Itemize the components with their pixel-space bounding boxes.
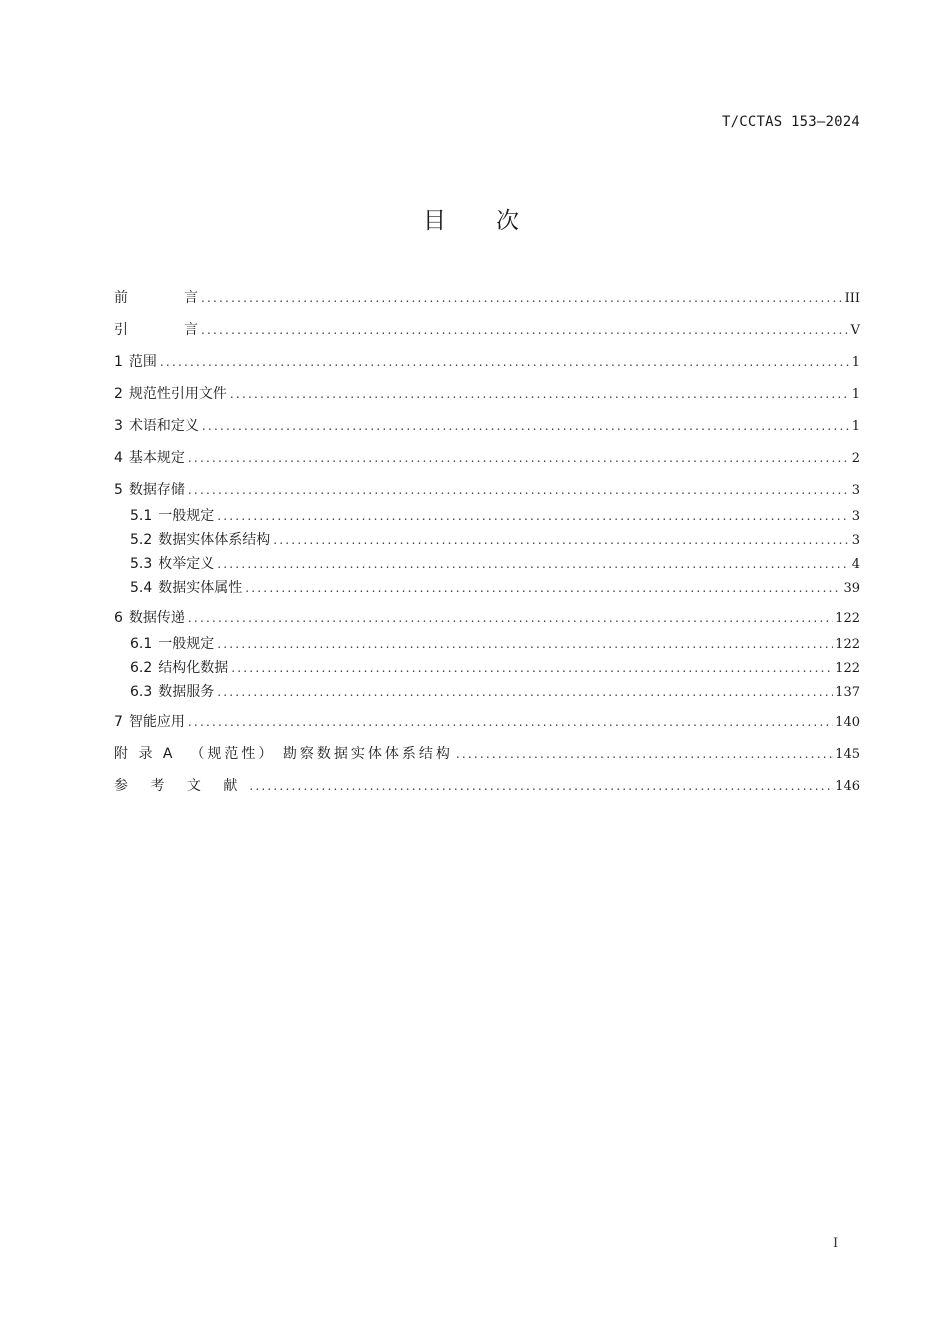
toc-leader-dots xyxy=(217,506,849,526)
toc-entry-3[interactable] xyxy=(114,416,860,436)
toc-entry-6-3[interactable] xyxy=(130,682,860,702)
toc-leader-dots xyxy=(160,352,850,372)
toc-label: 言 xyxy=(184,290,198,306)
page-number-footer: I xyxy=(833,1236,839,1251)
toc-leader-dots xyxy=(249,776,833,796)
toc-label: 数据服务 xyxy=(158,684,215,700)
toc-page-number: 39 xyxy=(843,581,860,596)
toc-title-char-1: 目 xyxy=(423,208,454,234)
toc-leader-dots xyxy=(217,634,833,654)
toc-leader-dots xyxy=(230,384,850,404)
toc-page-number: 122 xyxy=(835,611,860,626)
toc-number: 5.1 xyxy=(130,508,153,524)
toc-entry-5-4[interactable] xyxy=(130,578,860,598)
toc-label: 前 xyxy=(114,290,128,306)
toc-leader-dots xyxy=(202,416,850,436)
toc-page-number: 2 xyxy=(851,451,860,466)
toc-entry-foreword[interactable] xyxy=(114,288,860,308)
toc-leader-dots xyxy=(201,320,849,340)
toc-number: 6.1 xyxy=(130,636,153,652)
toc-label: 数据实体体系结构 xyxy=(158,532,271,548)
toc-number: 5 xyxy=(114,482,123,498)
toc-entry-6-1[interactable] xyxy=(130,634,860,654)
toc-label: 言 xyxy=(184,322,198,338)
toc-entry-5-1[interactable] xyxy=(130,506,860,526)
toc-page-number: 140 xyxy=(835,715,860,730)
toc-number: 6.3 xyxy=(130,684,153,700)
toc-label: 数据实体属性 xyxy=(158,580,243,596)
toc-number: 3 xyxy=(114,418,123,434)
toc-page-number: 137 xyxy=(835,685,860,700)
toc-leader-dots xyxy=(456,744,833,764)
toc-number: 5.2 xyxy=(130,532,153,548)
toc-entry-bibliography[interactable] xyxy=(114,776,860,796)
toc-label: 参 考 文 献 xyxy=(114,778,247,794)
toc-entry-5-3[interactable] xyxy=(130,554,860,574)
toc-label: 基本规定 xyxy=(128,450,185,466)
toc-page-number: III xyxy=(844,291,860,306)
toc-page-number: 1 xyxy=(851,387,860,402)
toc-number: 4 xyxy=(114,450,123,466)
toc-entry-6-2[interactable] xyxy=(130,658,860,678)
toc-page-number: 3 xyxy=(851,533,860,548)
toc-leader-dots xyxy=(273,530,849,550)
toc-page-number: 1 xyxy=(851,355,860,370)
toc-page-number: 145 xyxy=(835,747,860,762)
toc-label: 术语和定义 xyxy=(128,418,199,434)
toc-label: 数据传递 xyxy=(128,610,185,626)
toc-leader-dots xyxy=(188,480,850,500)
toc-leader-dots xyxy=(245,578,841,598)
toc-leader-dots xyxy=(217,554,849,574)
toc-entry-7[interactable] xyxy=(114,712,860,732)
toc-leader-dots xyxy=(188,448,850,468)
toc-entry-4[interactable] xyxy=(114,448,860,468)
toc-page-number: 4 xyxy=(851,557,860,572)
toc-entry-5-2[interactable] xyxy=(130,530,860,550)
toc-page-number: 1 xyxy=(851,419,860,434)
toc-number: 6 xyxy=(114,610,123,626)
toc-number: 5.4 xyxy=(130,580,153,596)
toc-entry-introduction[interactable] xyxy=(114,320,860,340)
toc-leader-dots xyxy=(188,712,833,732)
toc-entry-2[interactable] xyxy=(114,384,860,404)
toc-page-number: V xyxy=(850,323,860,338)
toc-label: 一般规定 xyxy=(158,508,215,524)
toc-number: 2 xyxy=(114,386,123,402)
toc-label: 智能应用 xyxy=(128,714,185,730)
toc-number: 5.3 xyxy=(130,556,153,572)
toc-number: 7 xyxy=(114,714,123,730)
toc-label: 一般规定 xyxy=(158,636,215,652)
toc-label: 引 xyxy=(114,322,128,338)
toc-title-char-2: 次 xyxy=(496,208,527,234)
toc-page-number: 3 xyxy=(851,483,860,498)
toc-number: 1 xyxy=(114,354,123,370)
toc-page-number: 122 xyxy=(835,661,860,676)
toc-leader-dots xyxy=(231,658,833,678)
toc-label: 枚举定义 xyxy=(158,556,215,572)
toc-label: 规范性引用文件 xyxy=(128,386,227,402)
toc-label: 数据存储 xyxy=(128,482,185,498)
toc-label: 结构化数据 xyxy=(158,660,229,676)
toc-page-number: 122 xyxy=(835,637,860,652)
toc-entry-6[interactable] xyxy=(114,608,860,628)
toc-leader-dots xyxy=(201,288,843,308)
document-code: T/CCTAS 153—2024 xyxy=(721,114,860,130)
toc-entry-appendix-a[interactable] xyxy=(114,744,860,764)
toc-page-number: 146 xyxy=(835,779,860,794)
toc-entry-1[interactable] xyxy=(114,352,860,372)
toc-label: 附 录 A （规范性） 勘察数据实体体系结构 xyxy=(114,746,453,762)
toc-leader-dots xyxy=(188,608,833,628)
toc-title xyxy=(0,202,950,235)
toc-page-number: 3 xyxy=(851,509,860,524)
toc-number: 6.2 xyxy=(130,660,153,676)
toc-label: 范围 xyxy=(128,354,157,370)
toc-entry-5[interactable] xyxy=(114,480,860,500)
toc-leader-dots xyxy=(217,682,833,702)
